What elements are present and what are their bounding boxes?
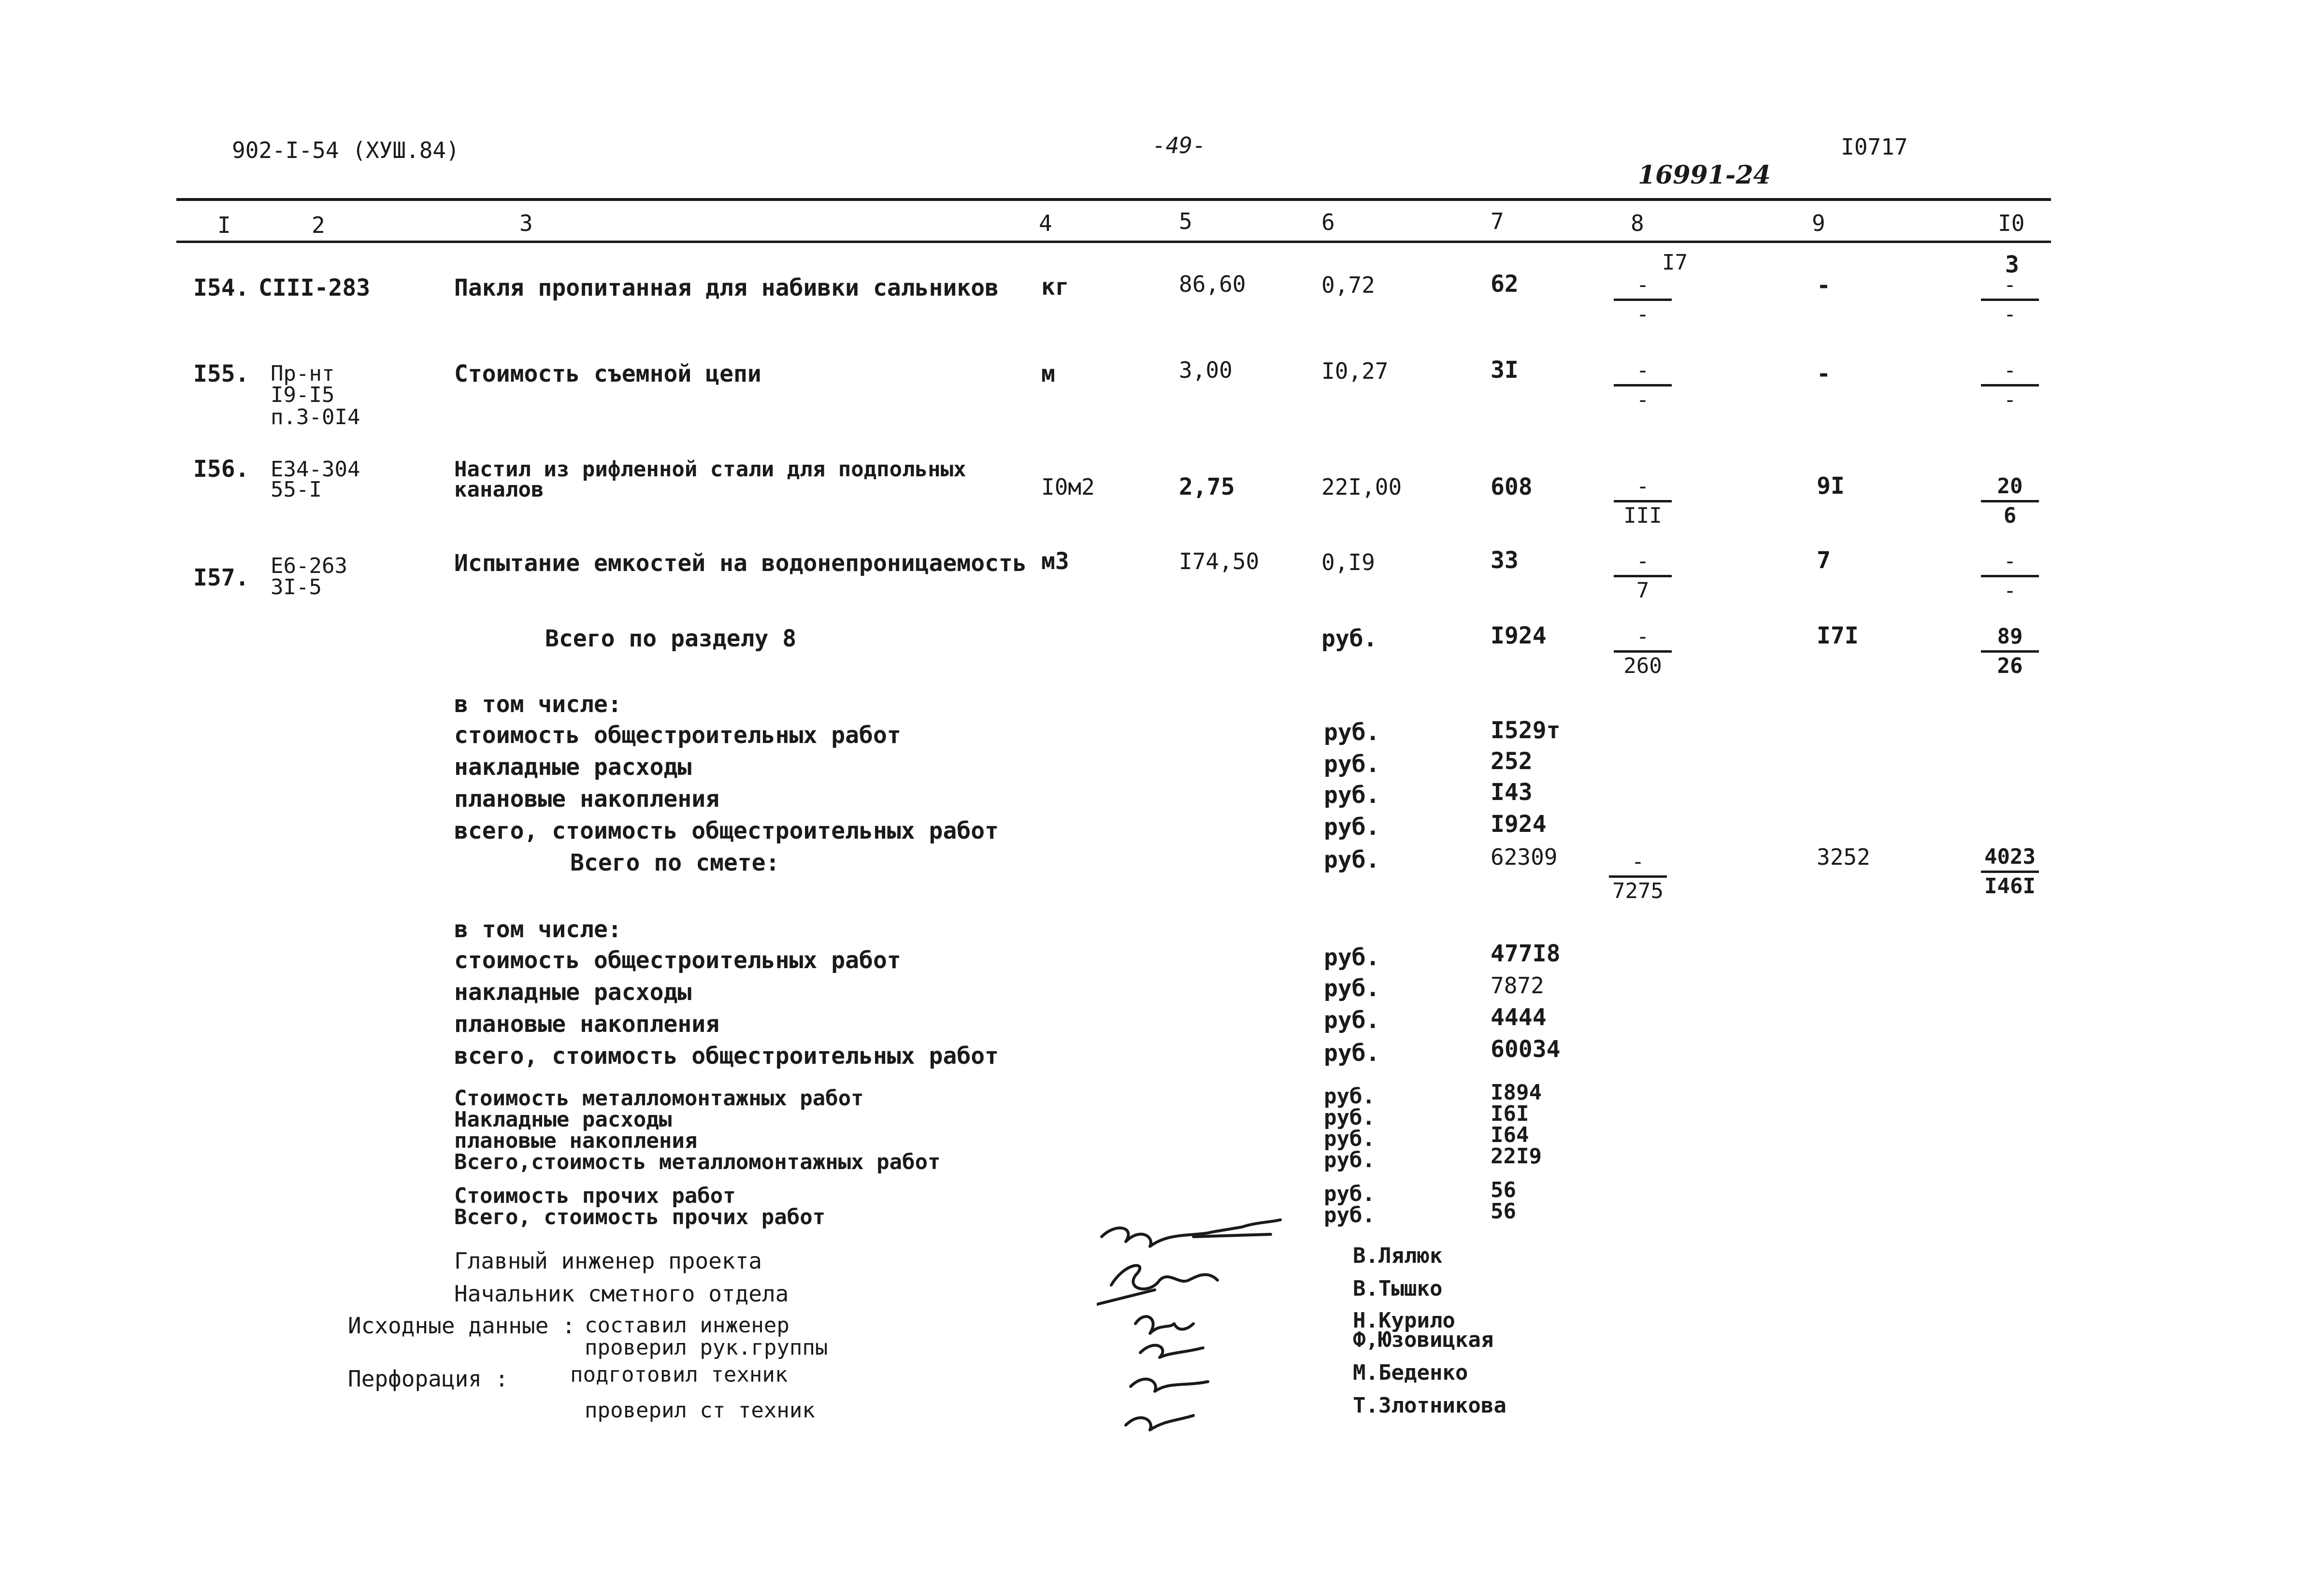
row-total: 608 bbox=[1491, 473, 1533, 500]
metal-line-unit: руб. bbox=[1324, 1127, 1375, 1151]
col-header-9: 9 bbox=[1812, 210, 1825, 236]
prepared-by-label: подготовил техник bbox=[570, 1362, 788, 1387]
breakdown-unit: руб. bbox=[1324, 782, 1380, 809]
checked-group-label: проверил рук.группы bbox=[585, 1335, 828, 1360]
col-header-4: 4 bbox=[1039, 210, 1052, 236]
fraction-numerator: 89 bbox=[1997, 624, 2023, 649]
breakdown-unit: руб. bbox=[1324, 1007, 1380, 1034]
col8-fraction bbox=[1609, 851, 1667, 903]
row-description: Стоимость съемной цепи bbox=[454, 360, 761, 387]
estimate-total-unit: руб. bbox=[1324, 846, 1380, 873]
row-price: 0,I9 bbox=[1321, 549, 1375, 575]
breakdown-label: всего, стоимость общестроительных работ bbox=[454, 817, 999, 844]
checked-tech-label: проверил ст техник bbox=[585, 1398, 815, 1423]
estimate-total-value: 62309 bbox=[1491, 844, 1558, 870]
row-code-line: Е34-304 bbox=[271, 457, 360, 482]
row-code-line: I9-I5 bbox=[271, 383, 335, 407]
breakdown-label: стоимость общестроительных работ bbox=[454, 722, 901, 749]
col8-top-value: I7 bbox=[1662, 250, 1688, 275]
breakdown-label: плановые накопления bbox=[454, 786, 720, 813]
fraction-denominator: I46I bbox=[1984, 874, 2036, 899]
breakdown-label: стоимость общестроительных работ bbox=[454, 947, 901, 974]
metal-line-unit: руб. bbox=[1324, 1105, 1375, 1130]
col8-fraction bbox=[1614, 360, 1672, 412]
breakdown-value: 4444 bbox=[1491, 1004, 1547, 1031]
fraction-denominator: 26 bbox=[1997, 654, 2023, 678]
fraction-numerator: - bbox=[1636, 624, 1650, 649]
section-breakdown-heading: в том числе: bbox=[454, 691, 622, 718]
fraction-denominator: - bbox=[1636, 302, 1650, 327]
estimate-total-label: Всего по смете: bbox=[570, 849, 780, 876]
breakdown-value: I529т bbox=[1491, 717, 1561, 744]
breakdown-unit: руб. bbox=[1324, 719, 1380, 746]
signatory-name: Ф,Юзовицкая bbox=[1353, 1328, 1494, 1352]
metal-line-unit: руб. bbox=[1324, 1084, 1375, 1109]
row-description-line: каналов bbox=[454, 477, 544, 502]
breakdown-unit: руб. bbox=[1324, 814, 1380, 841]
row-price: I0,27 bbox=[1321, 358, 1389, 384]
col-header-3: 3 bbox=[519, 210, 533, 236]
col9-value: 3252 bbox=[1817, 844, 1870, 870]
page-number: -49- bbox=[1152, 132, 1206, 158]
fraction-numerator: - bbox=[1636, 474, 1650, 499]
breakdown-label: накладные расходы bbox=[454, 979, 692, 1006]
row-number: I56. bbox=[193, 456, 249, 483]
col8-fraction bbox=[1614, 274, 1672, 326]
breakdown-value: 252 bbox=[1491, 748, 1533, 775]
breakdown-label: накладные расходы bbox=[454, 754, 692, 781]
metal-line-value: I894 bbox=[1491, 1080, 1542, 1105]
document-code: 902-I-54 (ХУШ.84) bbox=[232, 137, 459, 163]
fraction-numerator: - bbox=[2003, 549, 2017, 573]
other-line-label: Всего, стоимость прочих работ bbox=[454, 1205, 826, 1229]
row-unit: I0м2 bbox=[1041, 474, 1095, 500]
estimate-dept-head-label: Начальник сметного отдела bbox=[454, 1281, 789, 1307]
col9-value: I7I bbox=[1817, 622, 1859, 649]
signatory-name: Т.Злотникова bbox=[1353, 1393, 1506, 1418]
col8-fraction bbox=[1614, 626, 1672, 678]
breakdown-value: 7872 bbox=[1491, 972, 1544, 999]
other-line-value: 56 bbox=[1491, 1178, 1516, 1202]
other-line-unit: руб. bbox=[1324, 1182, 1375, 1206]
col10-fraction bbox=[1981, 551, 2039, 602]
fraction-denominator: 6 bbox=[2003, 503, 2017, 528]
col-header-5: 5 bbox=[1179, 208, 1192, 234]
row-total: 62 bbox=[1491, 271, 1519, 298]
col9-value: - bbox=[1817, 360, 1831, 387]
section-total-unit: руб. bbox=[1321, 625, 1377, 652]
fraction-numerator: - bbox=[1636, 549, 1650, 573]
metal-line-unit: руб. bbox=[1324, 1148, 1375, 1172]
row-description: Испытание емкостей на водонепроницаемость bbox=[454, 550, 1027, 577]
signatures-handwritten bbox=[1097, 1208, 1300, 1440]
fraction-denominator: 7 bbox=[1636, 578, 1650, 603]
col10-fraction bbox=[1981, 846, 2039, 898]
row-price: 0,72 bbox=[1321, 272, 1375, 298]
col-header-6: 6 bbox=[1321, 209, 1335, 235]
row-number: I54. bbox=[193, 274, 249, 301]
row-code-line: 3I-5 bbox=[271, 575, 322, 600]
row-code-line: Пр-нт bbox=[271, 361, 335, 386]
perforation-label: Перфорация : bbox=[348, 1366, 509, 1392]
fraction-numerator: - bbox=[2003, 272, 2017, 297]
row-total: 33 bbox=[1491, 547, 1519, 574]
breakdown-unit: руб. bbox=[1324, 975, 1380, 1002]
header-bottom-rule bbox=[176, 241, 2051, 243]
row-number: I55. bbox=[193, 360, 249, 387]
breakdown-value: 477I8 bbox=[1491, 940, 1561, 967]
col-header-10: I0 bbox=[1998, 210, 2025, 236]
col10-fraction bbox=[1981, 626, 2039, 678]
fraction-numerator: - bbox=[1636, 358, 1650, 383]
compiled-by-label: составил инженер bbox=[585, 1313, 789, 1338]
other-line-unit: руб. bbox=[1324, 1203, 1375, 1228]
col-header-7: 7 bbox=[1491, 208, 1504, 234]
col10-fraction bbox=[1981, 360, 2039, 412]
row-description: Пакля пропитанная для набивки сальников bbox=[454, 274, 999, 301]
signatory-name: В.Тышко bbox=[1353, 1276, 1443, 1301]
row-quantity: 86,60 bbox=[1179, 271, 1246, 297]
row-unit: м3 bbox=[1041, 548, 1069, 575]
header-top-rule bbox=[176, 198, 2051, 201]
metal-line-label: Всего,стоимость металломонтажных работ bbox=[454, 1150, 941, 1174]
fraction-denominator: 7275 bbox=[1612, 879, 1664, 903]
section-total-value: I924 bbox=[1491, 622, 1547, 649]
fraction-denominator: III bbox=[1623, 503, 1662, 528]
row-code-line: Е6-263 bbox=[271, 554, 347, 578]
col8-fraction bbox=[1614, 551, 1672, 602]
metal-line-value: I6I bbox=[1491, 1101, 1529, 1126]
signatory-name: Н.Курило bbox=[1353, 1308, 1455, 1333]
row-price: 22I,00 bbox=[1321, 474, 1402, 500]
fraction-denominator: - bbox=[2003, 578, 2017, 603]
estimate-breakdown-heading: в том числе: bbox=[454, 916, 622, 943]
col9-value: - bbox=[1817, 272, 1831, 299]
col10-top-value: 3 bbox=[2005, 251, 2019, 278]
metal-line-label: Стоимость металломонтажных работ bbox=[454, 1086, 864, 1111]
breakdown-unit: руб. bbox=[1324, 944, 1380, 971]
fraction-denominator: 260 bbox=[1623, 654, 1662, 678]
col10-fraction bbox=[1981, 476, 2039, 528]
other-line-label: Стоимость прочих работ bbox=[454, 1184, 736, 1208]
fraction-denominator: - bbox=[1636, 387, 1650, 412]
col8-fraction bbox=[1614, 476, 1672, 528]
breakdown-unit: руб. bbox=[1324, 1040, 1380, 1067]
row-code-line: 55-I bbox=[271, 477, 322, 502]
row-code-line: п.3-0I4 bbox=[271, 405, 360, 429]
chief-engineer-label: Главный инженер проекта bbox=[454, 1248, 762, 1274]
row-number: I57. bbox=[193, 564, 249, 591]
metal-line-label: плановые накопления bbox=[454, 1129, 698, 1153]
row-description-line: Настил из рифленной стали для подпольных bbox=[454, 457, 966, 482]
signatory-name: В.Лялюк bbox=[1353, 1243, 1443, 1268]
fraction-denominator: - bbox=[2003, 302, 2017, 327]
fraction-numerator: - bbox=[2003, 358, 2017, 383]
row-quantity: I74,50 bbox=[1179, 548, 1260, 574]
breakdown-value: 60034 bbox=[1491, 1036, 1561, 1063]
fraction-denominator: - bbox=[2003, 387, 2017, 412]
row-total: 3I bbox=[1491, 357, 1519, 384]
col10-fraction bbox=[1981, 274, 2039, 326]
col9-value: 7 bbox=[1817, 547, 1831, 574]
fraction-numerator: - bbox=[1636, 272, 1650, 297]
col9-value: 9I bbox=[1817, 472, 1845, 500]
fraction-numerator: 20 bbox=[1997, 474, 2023, 499]
signatory-name: М.Беденко bbox=[1353, 1360, 1468, 1385]
other-line-value: 56 bbox=[1491, 1199, 1516, 1224]
metal-line-label: Накладные расходы bbox=[454, 1107, 672, 1132]
row-unit: м bbox=[1041, 360, 1055, 387]
handwritten-number: 16991-24 bbox=[1638, 160, 1771, 190]
breakdown-label: всего, стоимость общестроительных работ bbox=[454, 1043, 999, 1070]
row-quantity: 2,75 bbox=[1179, 473, 1235, 500]
fraction-numerator: - bbox=[1631, 849, 1645, 874]
metal-line-value: 22I9 bbox=[1491, 1144, 1542, 1169]
fraction-numerator: 4023 bbox=[1984, 844, 2036, 869]
section-total-label: Всего по разделу 8 bbox=[545, 625, 797, 652]
row-unit: кг bbox=[1041, 273, 1069, 300]
breakdown-value: I43 bbox=[1491, 779, 1533, 806]
source-data-label: Исходные данные : bbox=[348, 1313, 575, 1339]
breakdown-unit: руб. bbox=[1324, 751, 1380, 778]
col-header-2: 2 bbox=[312, 212, 325, 238]
col-header-1: I bbox=[217, 212, 231, 238]
sheet-number: I0717 bbox=[1841, 134, 1908, 160]
metal-line-value: I64 bbox=[1491, 1123, 1529, 1147]
col-header-8: 8 bbox=[1631, 210, 1644, 236]
row-code: CIII-283 bbox=[258, 274, 371, 301]
breakdown-label: плановые накопления bbox=[454, 1011, 720, 1038]
breakdown-value: I924 bbox=[1491, 811, 1547, 838]
row-quantity: 3,00 bbox=[1179, 357, 1233, 383]
